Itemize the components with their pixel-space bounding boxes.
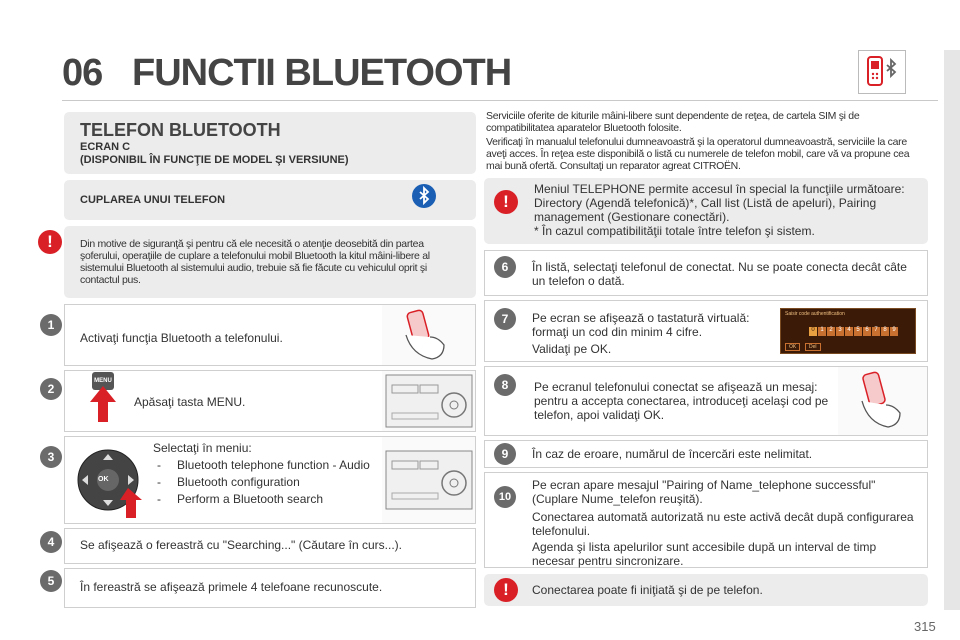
step-badge: 10 (494, 486, 516, 508)
final-note: Conectarea poate fi iniţiată şi de pe telefon. (532, 583, 763, 597)
step-3-intro: Selectaţi în meniu: (153, 441, 252, 455)
digit-key: 9 (890, 327, 898, 336)
step-badge: 3 (40, 446, 62, 468)
step-badge: 8 (494, 374, 516, 396)
radio-unit-icon (382, 371, 475, 431)
bluetooth-phone-icon (858, 50, 906, 94)
pairing-title: CUPLAREA UNUI TELEFON (80, 194, 226, 206)
step-badge: 9 (494, 443, 516, 465)
step-2-text: Apăsaţi tasta MENU. (134, 395, 246, 409)
step-5-text: În fereastră se afişează primele 4 telefoane recunoscute. (80, 580, 383, 594)
warning-icon: ! (494, 578, 518, 602)
keyboard-del-key: Del (805, 343, 821, 351)
telephone-menu-footnote: * În cazul compatibilităţii totale între telefon şi sistem. (534, 224, 815, 238)
step-10-text-2: Conectarea automată autorizată nu este activă decât după configurarea telefonului. (532, 510, 914, 538)
step-7-text-2: Validaţi pe OK. (532, 342, 612, 356)
safety-text: Din motive de siguranţă şi pentru că ele necesită o atenţie deosebită din partea şoferului, operaţiile de cuplare a telefonului mobil Bluetooth la kitul mâini-libere al sistemului Bluetooth al sistemului audio, trebuie să fie făcute cu vehiculul oprit şi contactul pus. (80, 238, 430, 286)
menu-option: - Bluetooth telephone function - Audio (153, 458, 375, 472)
digit-key: 8 (881, 327, 889, 336)
keyboard-screen-title: Saisir code authentification (785, 311, 845, 317)
digit-key: 2 (827, 327, 835, 336)
step-6-text: În listă, selectaţi telefonul de conectat. Nu se poate conecta decât câte un telefon o dată. (532, 260, 907, 288)
warning-icon: ! (38, 230, 62, 254)
step-1-text: Activaţi funcţia Bluetooth a telefonului. (80, 331, 283, 345)
digit-key: 3 (836, 327, 844, 336)
step-badge: 2 (40, 378, 62, 400)
intro-paragraph-1: Serviciile oferite de kiturile mâini-libere sunt dependente de reţea, de cartela SIM şi de compatibilitatea aparatelor Bluetooth folosite. (486, 110, 860, 134)
step-9-text: În caz de eroare, numărul de încercări este nelimitat. (532, 447, 813, 461)
chapter-number: 06 (62, 52, 103, 94)
section-subtitle-2: (DISPONIBIL ÎN FUNCŢIE DE MODEL ŞI VERSIUNE) (80, 154, 349, 166)
bluetooth-icon (412, 184, 436, 208)
ok-dial-icon (70, 438, 148, 520)
virtual-keyboard-screen (780, 308, 916, 354)
digit-key: 1 (818, 327, 826, 336)
digit-key: 6 (863, 327, 871, 336)
warning-icon: ! (494, 190, 518, 214)
telephone-menu-note: Meniul TELEPHONE permite accesul în special la funcţiile următoare: Directory (Agendă telefonică)*, Call list (Listă de apeluri), Pairing management (Gestionare conectări). (534, 182, 905, 224)
step-badge: 7 (494, 308, 516, 330)
intro-paragraph-2: Verificaţi în manualul telefonului dumneavoastră şi la operatorul dumneavoastră, serviciile la care aveţi acces. În reţea este disponibilă o listă cu numerele de telefon mobil, care vă va propune cea mai bună ofertă. Consultaţi un reparator agreat CITROËN. (486, 136, 910, 172)
menu-key: MENU (92, 372, 114, 390)
step-8-text: Pe ecranul telefonului conectat se afişează un mesaj: pentru a accepta conectarea, introduceţi acelaşi cod pe telefon, apoi validaţi OK. (534, 380, 829, 422)
chapter-title: FUNCTII BLUETOOTH (132, 52, 512, 94)
arrow-up-icon (88, 384, 118, 424)
menu-option: - Bluetooth configuration (153, 475, 375, 489)
step-3-text (153, 441, 375, 506)
section-title: TELEFON BLUETOOTH (80, 120, 281, 140)
keyboard-digit-row (809, 327, 898, 336)
digit-key: 4 (845, 327, 853, 336)
digit-key: 5 (854, 327, 862, 336)
keyboard-ok-key: OK (785, 343, 800, 351)
step-badge: 5 (40, 570, 62, 592)
menu-option: - Perform a Bluetooth search (153, 492, 375, 506)
step-badge: 6 (494, 256, 516, 278)
page-number: 315 (914, 619, 936, 634)
phone-hand-icon (838, 367, 927, 435)
ok-key: OK (98, 476, 109, 483)
step-7-text: Pe ecran se afişează o tastatură virtuală: formaţi un cod din minim 4 cifre. (532, 311, 750, 339)
step-badge: 1 (40, 314, 62, 336)
phone-hand-icon (382, 305, 475, 365)
side-bar (944, 50, 960, 610)
step-badge: 4 (40, 531, 62, 553)
radio-unit-icon (382, 437, 475, 523)
step-10-text: Pe ecran apare mesajul "Pairing of Name_telephone successful" (Cuplare Nume_telefon reuşită). (532, 478, 876, 506)
digit-key: 7 (872, 327, 880, 336)
step-4-text: Se afişează o fereastră cu "Searching..." (Căutare în curs...). (80, 538, 403, 552)
section-subtitle-1: ECRAN C (80, 141, 131, 153)
step-10-text-3: Agenda şi lista apelurilor sunt accesibile după un interval de timp necesar pentru sincronizare. (532, 540, 877, 568)
digit-key: 0 (809, 327, 817, 336)
header-divider (62, 100, 938, 101)
